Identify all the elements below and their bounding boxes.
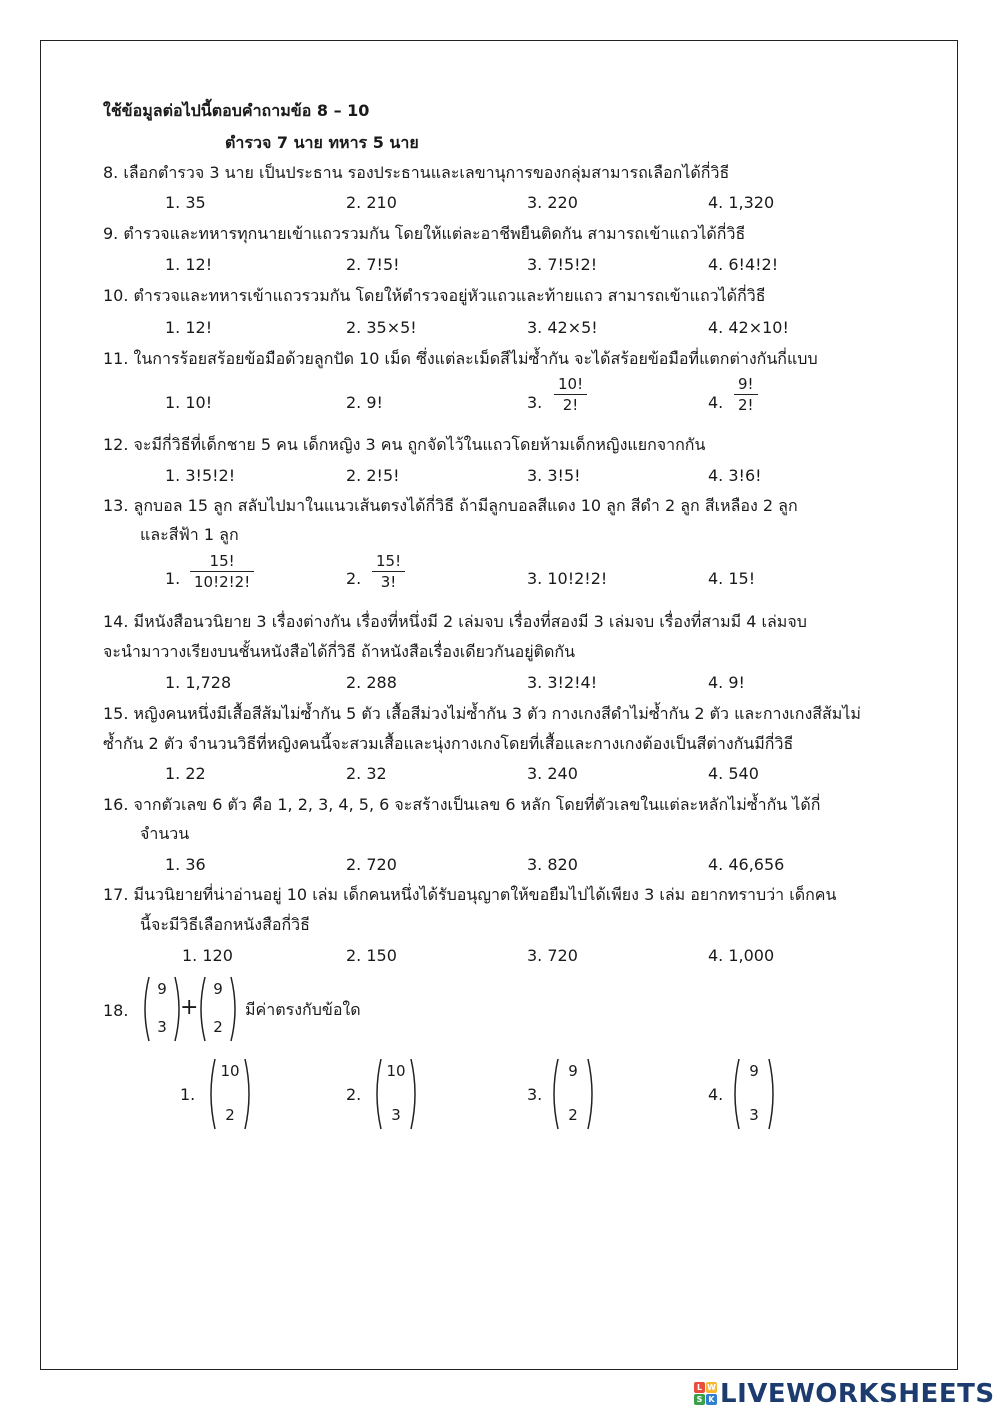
instruction-heading: ใช้ข้อมูลต่อไปนี้ตอบคำถามข้อ 8 – 10 [103, 101, 370, 120]
question-15-line-1: 15. หญิงคนหนึ่งมีเสื้อสีส้มไม่ซ้ำกัน 5 ตัว เสื้อสีม่วงไม่ซ้ำกัน 3 ตัว กางเกงสีดำไม่ซ้ำกัน 2 ตัว และกางเกงสีส้มไม่ [103, 704, 861, 723]
question-14-line-2: จะนำมาวางเรียงบนชั้นหนังสือได้กี่วิธี ถ้าหนังสือเรื่องเดียวกันอยู่ติดกัน [103, 642, 576, 661]
q8-choice-3[interactable]: 3. 220 [527, 193, 578, 212]
q15-choice-2[interactable]: 2. 32 [346, 764, 387, 783]
q18-choice-1-binomial[interactable] [205, 1056, 255, 1132]
logo-block-l: L [694, 1382, 705, 1393]
q15-choice-4[interactable]: 4. 540 [708, 764, 759, 783]
fraction-denominator: 10!2!2! [190, 571, 254, 592]
q18-choice-1-label[interactable]: 1. [180, 1085, 196, 1104]
binomial-top: 9 [213, 980, 223, 998]
question-16-line-1: 16. จากตัวเลข 6 ตัว คือ 1, 2, 3, 4, 5, 6 จะสร้างเป็นเลข 6 หลัก โดยที่ตัวเลขในแต่ละหลักไม่ซ้ำกัน ได้กี่ [103, 795, 821, 814]
logo-block-s: S [694, 1394, 705, 1405]
fraction-numerator: 9! [738, 375, 754, 393]
q10-choice-1[interactable]: 1. 12! [165, 318, 213, 337]
question-14-line-1: 14. มีหนังสือนวนิยาย 3 เรื่องต่างกัน เรื่องที่หนึ่งมี 2 เล่มจบ เรื่องที่สองมี 3 เล่มจบ เรื่องที่สามมี 4 เล่มจบ [103, 612, 807, 631]
binomial-top: 9 [568, 1062, 578, 1080]
question-12: 12. จะมีกี่วิธีที่เด็กชาย 5 คน เด็กหญิง 3 คน ถูกจัดไว้ในแถวโดยห้ามเด็กหญิงแยกจากกัน [103, 435, 706, 454]
q16-choice-4[interactable]: 4. 46,656 [708, 855, 785, 874]
fraction-denominator: 2! [554, 394, 587, 415]
q13-choice-3[interactable]: 3. 10!2!2! [527, 569, 608, 588]
q10-choice-3[interactable]: 3. 42×5! [527, 318, 598, 337]
q10-choice-2[interactable]: 2. 35×5! [346, 318, 417, 337]
question-17-line-1: 17. มีนวนิยายที่น่าอ่านอยู่ 10 เล่ม เด็กคนหนึ่งได้รับอนุญาตให้ขอยืมไปได้เพียง 3 เล่ม อยากทราบว่า เด็กคน [103, 885, 837, 904]
question-15-line-2: ซ้ำกัน 2 ตัว จำนวนวิธีที่หญิงคนนี้จะสวมเสื้อและนุ่งกางเกงโดยที่เสื้อและกางเกงต้องเป็นสีต่างกันมีกี่วิธี [103, 734, 794, 753]
binomial-top: 9 [749, 1062, 759, 1080]
binomial-bottom: 3 [157, 1018, 167, 1036]
q11-choice-1[interactable]: 1. 10! [165, 393, 213, 412]
q8-choice-2[interactable]: 2. 210 [346, 193, 397, 212]
fraction-numerator: 15! [209, 552, 235, 570]
q13-choice-2-label[interactable]: 2. [346, 569, 362, 588]
q14-choice-3[interactable]: 3. 3!2!4! [527, 673, 598, 692]
q13-choice-4[interactable]: 4. 15! [708, 569, 756, 588]
q8-choice-1[interactable]: 1. 35 [165, 193, 206, 212]
q18-choice-4-label[interactable]: 4. [708, 1085, 724, 1104]
q16-choice-1[interactable]: 1. 36 [165, 855, 206, 874]
q12-choice-3[interactable]: 3. 3!5! [527, 466, 581, 485]
q9-choice-2[interactable]: 2. 7!5! [346, 255, 400, 274]
q18-binomial-9-choose-3 [139, 974, 185, 1044]
question-18-text: มีค่าตรงกับข้อใด [245, 1000, 361, 1019]
q11-choice-4-fraction[interactable] [734, 374, 758, 415]
q18-binomial-9-choose-2 [195, 974, 241, 1044]
q18-choice-2-label[interactable]: 2. [346, 1085, 362, 1104]
q10-choice-4[interactable]: 4. 42×10! [708, 318, 789, 337]
fraction-denominator: 2! [734, 394, 758, 415]
fraction-numerator: 10! [558, 375, 584, 393]
q16-choice-2[interactable]: 2. 720 [346, 855, 397, 874]
liveworksheets-logo-icon [694, 1382, 718, 1406]
binomial-bottom: 2 [225, 1106, 235, 1124]
q12-choice-4[interactable]: 4. 3!6! [708, 466, 762, 485]
binomial-bottom: 2 [568, 1106, 578, 1124]
q9-choice-3[interactable]: 3. 7!5!2! [527, 255, 598, 274]
plus-sign: + [180, 995, 199, 1020]
binomial-bottom: 3 [749, 1106, 759, 1124]
q15-choice-3[interactable]: 3. 240 [527, 764, 578, 783]
q17-choice-2[interactable]: 2. 150 [346, 946, 397, 965]
q12-choice-1[interactable]: 1. 3!5!2! [165, 466, 236, 485]
q13-choice-1-label[interactable]: 1. [165, 569, 181, 588]
question-8: 8. เลือกตำรวจ 3 นาย เป็นประธาน รองประธานและเลขานุการของกลุ่มสามารถเลือกได้กี่วิธี [103, 163, 730, 182]
fraction-denominator: 3! [372, 571, 405, 592]
binomial-bottom: 3 [391, 1106, 401, 1124]
binomial-top: 9 [157, 980, 167, 998]
fraction-numerator: 15! [376, 552, 402, 570]
given-info: ตำรวจ 7 นาย ทหาร 5 นาย [225, 133, 419, 152]
logo-block-k: K [706, 1394, 717, 1405]
q11-choice-3-fraction[interactable] [554, 374, 587, 415]
q17-choice-1[interactable]: 1. 120 [182, 946, 233, 965]
q16-choice-3[interactable]: 3. 820 [527, 855, 578, 874]
q14-choice-4[interactable]: 4. 9! [708, 673, 745, 692]
liveworksheets-wordmark: LIVEWORKSHEETS [720, 1379, 995, 1409]
q14-choice-1[interactable]: 1. 1,728 [165, 673, 232, 692]
binomial-top: 10 [386, 1062, 406, 1080]
q18-choice-4-binomial[interactable] [729, 1056, 779, 1132]
binomial-bottom: 2 [213, 1018, 223, 1036]
question-18-number: 18. [103, 1001, 129, 1020]
q8-choice-4[interactable]: 4. 1,320 [708, 193, 775, 212]
question-9: 9. ตำรวจและทหารทุกนายเข้าแถวรวมกัน โดยให้แต่ละอาชีพยืนติดกัน สามารถเข้าแถวได้กี่วิธี [103, 224, 746, 243]
binomial-top: 10 [220, 1062, 240, 1080]
q12-choice-2[interactable]: 2. 2!5! [346, 466, 400, 485]
q11-choice-3-label[interactable]: 3. [527, 393, 543, 412]
question-16-line-2: จำนวน [140, 824, 190, 843]
q9-choice-1[interactable]: 1. 12! [165, 255, 213, 274]
question-11: 11. ในการร้อยสร้อยข้อมือด้วยลูกปัด 10 เม็ด ซึ่งแต่ละเม็ดสีไม่ซ้ำกัน จะได้สร้อยข้อมือที่แตกต่างกันกี่แบบ [103, 349, 818, 368]
question-13-line-2: และสีฟ้า 1 ลูก [140, 525, 239, 544]
q17-choice-4[interactable]: 4. 1,000 [708, 946, 775, 965]
q18-choice-2-binomial[interactable] [371, 1056, 421, 1132]
q14-choice-2[interactable]: 2. 288 [346, 673, 397, 692]
question-13-line-1: 13. ลูกบอล 15 ลูก สลับไปมาในแนวเส้นตรงได้กี่วิธี ถ้ามีลูกบอลสีแดง 10 ลูก สีดำ 2 ลูก สีเหลือง 2 ลูก [103, 496, 798, 515]
logo-block-w: W [707, 1383, 716, 1392]
question-10: 10. ตำรวจและทหารเข้าแถวรวมกัน โดยให้ตำรวจอยู่หัวแถวและท้ายแถว สามารถเข้าแถวได้กี่วิธี [103, 286, 766, 305]
q18-choice-3-label[interactable]: 3. [527, 1085, 543, 1104]
q11-choice-2[interactable]: 2. 9! [346, 393, 383, 412]
q11-choice-4-label[interactable]: 4. [708, 393, 724, 412]
q13-choice-2-fraction[interactable] [372, 551, 405, 592]
q18-choice-3-binomial[interactable] [548, 1056, 598, 1132]
question-17-line-2: นี้จะมีวิธีเลือกหนังสือกี่วิธี [140, 915, 310, 934]
q17-choice-3[interactable]: 3. 720 [527, 946, 578, 965]
q15-choice-1[interactable]: 1. 22 [165, 764, 206, 783]
q13-choice-1-fraction[interactable] [190, 551, 254, 592]
q9-choice-4[interactable]: 4. 6!4!2! [708, 255, 779, 274]
